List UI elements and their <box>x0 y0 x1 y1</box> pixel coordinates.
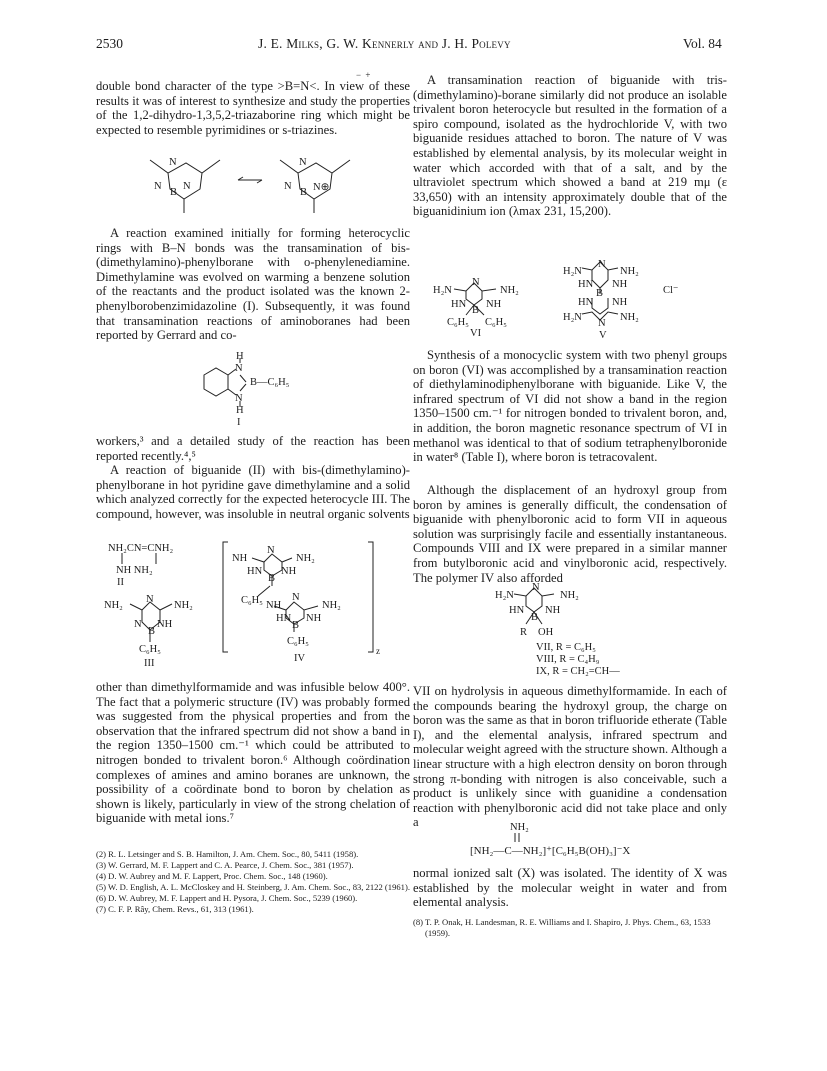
right-paragraph-5: normal ionized salt (X) was isolated. The identity of X was established by the molecular weight in water and from elemental analysis. <box>413 866 727 910</box>
struct-V-bot-nh2: NH₂ <box>620 312 639 323</box>
struct-X-nh2: NH₂ <box>510 822 529 833</box>
struct-I-b: B—C₆H₅ <box>250 377 290 388</box>
struct-IV-b-2: B <box>292 620 300 631</box>
struct-III-nh2-left: NH₂ <box>104 600 123 611</box>
res-n-left-1: N <box>154 181 162 192</box>
struct-VII-nh: NH <box>545 605 561 616</box>
right-paragraph-3: Although the displacement of an hydroxyl group from boron by amines is generally difficult, the condensation of biguanide with phenylboronic acid to form VII in aqueous solution was surprisingly facile and essentially instantaneous. Compounds VIII and IX were prepared in a similar manner from butylboronic acid and vinylboronic acid, respectively. The polymer IV also afforded <box>413 483 727 585</box>
struct-IV-ph-2: C₆H₅ <box>287 636 309 647</box>
struct-VI-ph1: C₆H₅ <box>447 317 469 328</box>
struct-VI-nh2: NH₂ <box>500 285 519 296</box>
struct-X-bond <box>513 832 523 844</box>
struct-VII-r: R <box>520 627 528 638</box>
struct-V-bot-h2n: H₂N <box>563 312 582 323</box>
struct-X-formula: [NH₂—C—NH₂]⁺[C₆H₅B(OH)₃]⁻X <box>470 845 631 857</box>
left-paragraph-4: A reaction of biguanide (II) with bis-(dimethylamino)-phenylborane in hot pyridine gave dimethylamine and a solid which analyzed correctly for the expected heterocycle III. The compound, however, was insoluble in neutral organic solvents <box>96 463 410 521</box>
struct-VI-nh: NH <box>486 299 502 310</box>
struct-IV-n-top: N <box>267 545 275 556</box>
footnote-4: (4) D. W. Aubrey and M. F. Lappert, Proc. Chem. Soc., 148 (1960). <box>96 871 328 881</box>
struct-I-n-top: N <box>235 363 243 374</box>
struct-IV-n-top-2: N <box>292 592 300 603</box>
struct-IV-hn: HN <box>247 566 263 577</box>
struct-II-line1: NH₂CN=CNH₂ <box>108 543 174 554</box>
struct-IV-label: IV <box>294 653 306 664</box>
res-n-right-1: N <box>183 181 191 192</box>
type-charges: − + <box>356 70 372 80</box>
struct-IV-hn-2: HN <box>276 613 292 624</box>
struct-III-b: B <box>148 626 156 637</box>
struct-VII-legend-2: VIII, R = C₄H₉ <box>536 654 600 665</box>
footnote-7: (7) C. F. P. Rây, Chem. Revs., 61, 313 (1961). <box>96 904 254 914</box>
struct-I-n-bot: N <box>235 393 243 404</box>
struct-IV-nh-3: NH <box>306 613 322 624</box>
struct-IV-ph: C₆H₅ <box>241 595 263 606</box>
struct-V-nh2b: NH <box>612 297 628 308</box>
struct-II-line2: NH NH₂ <box>116 565 153 576</box>
struct-V-hn2: HN <box>578 297 594 308</box>
res-n-left-2: N <box>284 181 292 192</box>
struct-V-top-n: N <box>598 259 606 270</box>
res-n-right-2: N⊕ <box>313 182 330 193</box>
struct-VII-legend-3: IX, R = CH₂=CH— <box>536 666 620 677</box>
struct-VII-b: B <box>531 612 539 623</box>
struct-II-label: II <box>117 577 124 588</box>
struct-V-nh: NH <box>612 279 628 290</box>
struct-III-nb: N <box>134 619 142 630</box>
res-b-1: B <box>170 187 178 198</box>
footnote-3: (3) W. Gerrard, M. F. Lappert and C. A. Pearce, J. Chem. Soc., 381 (1957). <box>96 860 354 870</box>
right-paragraph-1: A transamination reaction of biguanide with tris-(dimethylamino)-borane similarly did not produce an isolable trivalent boron heterocycle but resulted in the formation of a spiro compound, isolated as the hydrochloride V, with two biguanide residues attached to boron. The nature of V was established by elemental analysis, by its molecular weight in water which accorded with that of a salt, and by the ultraviolet spectrum which showed a band at 219 mμ (ε 33,650) with an intensity approximately double that of the biguanidinium ion (λmax 231, 15,200). <box>413 73 727 219</box>
struct-IV-sub-z: z <box>376 646 380 656</box>
struct-III-ph: C₆H₅ <box>139 644 161 655</box>
struct-IV-nh-left: NH <box>232 553 248 564</box>
footnote-5: (5) W. D. English, A. L. McCloskey and H. Steinberg, J. Am. Chem. Soc., 83, 2122 (1961). <box>96 882 410 892</box>
right-footnotes <box>413 917 727 939</box>
struct-III-nh: NH <box>157 619 173 630</box>
footnote-6: (6) D. W. Aubrey, M. F. Lappert and H. Pysora, J. Chem. Soc., 5239 (1960). <box>96 893 358 903</box>
struct-VII-nh2: NH₂ <box>560 590 579 601</box>
page-number: 2530 <box>96 36 123 51</box>
left-paragraph-5: other than dimethylformamide and was infusible below 400°. The fact that a polymeric structure (IV) was probably formed was suggested from the physical properties and from the observation that the infrared spectrum did not show a band in the region 1350–1500 cm.⁻¹ which could be attributed to nitrogen bonded to trivalent boron.⁶ Although coördination complexes of amines and amino boranes are unknown, the possibility of a coördinate bond to boron by chelation as shown is likely, particularly in view of the strong chelation of biguanide with metal ions.⁷ <box>96 680 410 826</box>
struct-VI-n: N <box>472 277 480 288</box>
struct-III-nh2-right: NH₂ <box>174 600 193 611</box>
struct-V-chloride: Cl⁻ <box>663 285 679 296</box>
struct-IV-nh2-2: NH₂ <box>322 600 341 611</box>
struct-V-top-h2n: H₂N <box>563 266 582 277</box>
right-paragraph-4: VII on hydrolysis in aqueous dimethylformamide. In each of the compounds bearing the hydroxyl group, the charge on boron was the same as that in boron trifluoride etherate (Table I), and the elemental analysis, infrared spectrum and molecular weight agreed with the structure shown. Although a linear structure with a high electron density on boron through strong π-bonding with nitrogen is also conceivable, such a product is unlikely since with guanidine a condensation reaction with phenylboronic acid did not take place and only a <box>413 684 727 830</box>
struct-IV-nh-2: NH <box>266 600 282 611</box>
struct-VI-b: B <box>472 305 480 316</box>
struct-VII-oh: OH <box>538 627 554 638</box>
right-paragraph-2: Synthesis of a monocyclic system with two phenyl groups on boron (VI) was accomplished by a transamination reaction of diethylaminodiphenylborane with biguanide. Like V, the infrared spectrum of VI did not show a band in the region 1350–1500 cm.⁻¹ for nitrogen bonded to trivalent boron, and, in addition, the boron magnetic resonance spectrum of VI in methanol was identical to that of sodium tetraphenylboronide in water⁸ (Table I), where boron is tetracovalent. <box>413 348 727 465</box>
struct-V-b: B <box>596 288 604 299</box>
struct-IV-nh: NH <box>281 566 297 577</box>
struct-VII-legend-1: VII, R = C₆H₅ <box>536 642 596 653</box>
res-n-top-1: N <box>169 157 177 168</box>
struct-II-bonds <box>118 552 178 566</box>
struct-III-label: III <box>144 658 155 669</box>
footnote-8: (8) T. P. Onak, H. Landesman, R. E. Williams and I. Shapiro, J. Phys. Chem., 63, 1533 (1959). <box>413 917 711 938</box>
struct-VI-label: VI <box>470 328 482 339</box>
struct-V-bot-n: N <box>598 318 606 329</box>
res-n-top-2: N <box>299 157 307 168</box>
struct-VII-hn: HN <box>509 605 525 616</box>
struct-III-n-top: N <box>146 594 154 605</box>
footnote-2: (2) R. L. Letsinger and S. B. Hamilton, J. Am. Chem. Soc., 80, 5411 (1958). <box>96 849 359 859</box>
res-b-2: B <box>300 187 308 198</box>
struct-I-h-bot: H <box>236 405 244 416</box>
left-footnotes <box>96 849 410 915</box>
running-authors: J. E. Milks, G. W. Kennerly and J. H. Polevy <box>258 36 511 51</box>
struct-VII-h2n: H₂N <box>495 590 514 601</box>
struct-I-h-top: H <box>236 351 244 362</box>
struct-I-label: I <box>237 417 241 428</box>
struct-VI-hn: HN <box>451 299 467 310</box>
left-paragraph-1: double bond character of the type >B=N<. In view of these results it was of interest to synthesize and study the properties of the 1,2-dihydro-1,3,5,2-triazaborine ring which might be expected to resemble pyrimidines or s-triazines. <box>96 79 410 137</box>
left-paragraph-2: A reaction examined initially for forming heterocyclic rings with B–N bonds was the transamination of bis-(dimethylamino)-phenylborane with o-phenylenediamine. Dimethylamine was evolved on warming a benzene solution of the reactants and the product isolated was the known 2-phenylborobenzimidazoline (I). Subsequently, it was found that transamination reactions of aminoboranes had been reported by Gerrard and co- <box>96 226 410 343</box>
struct-VI-ph2: C₆H₅ <box>485 317 507 328</box>
struct-VI-h2n: H₂N <box>433 285 452 296</box>
struct-VII-n: N <box>532 582 540 593</box>
struct-IV-nh2: NH₂ <box>296 553 315 564</box>
structure-I <box>196 355 316 430</box>
volume-label: Vol. 84 <box>683 36 722 51</box>
struct-V-label: V <box>599 330 607 341</box>
struct-V-hn: HN <box>578 279 594 290</box>
left-paragraph-3: workers,³ and a detailed study of the reaction has been reported recently.⁴,⁵ <box>96 434 410 463</box>
struct-V-top-nh2: NH₂ <box>620 266 639 277</box>
struct-IV-b: B <box>268 573 276 584</box>
